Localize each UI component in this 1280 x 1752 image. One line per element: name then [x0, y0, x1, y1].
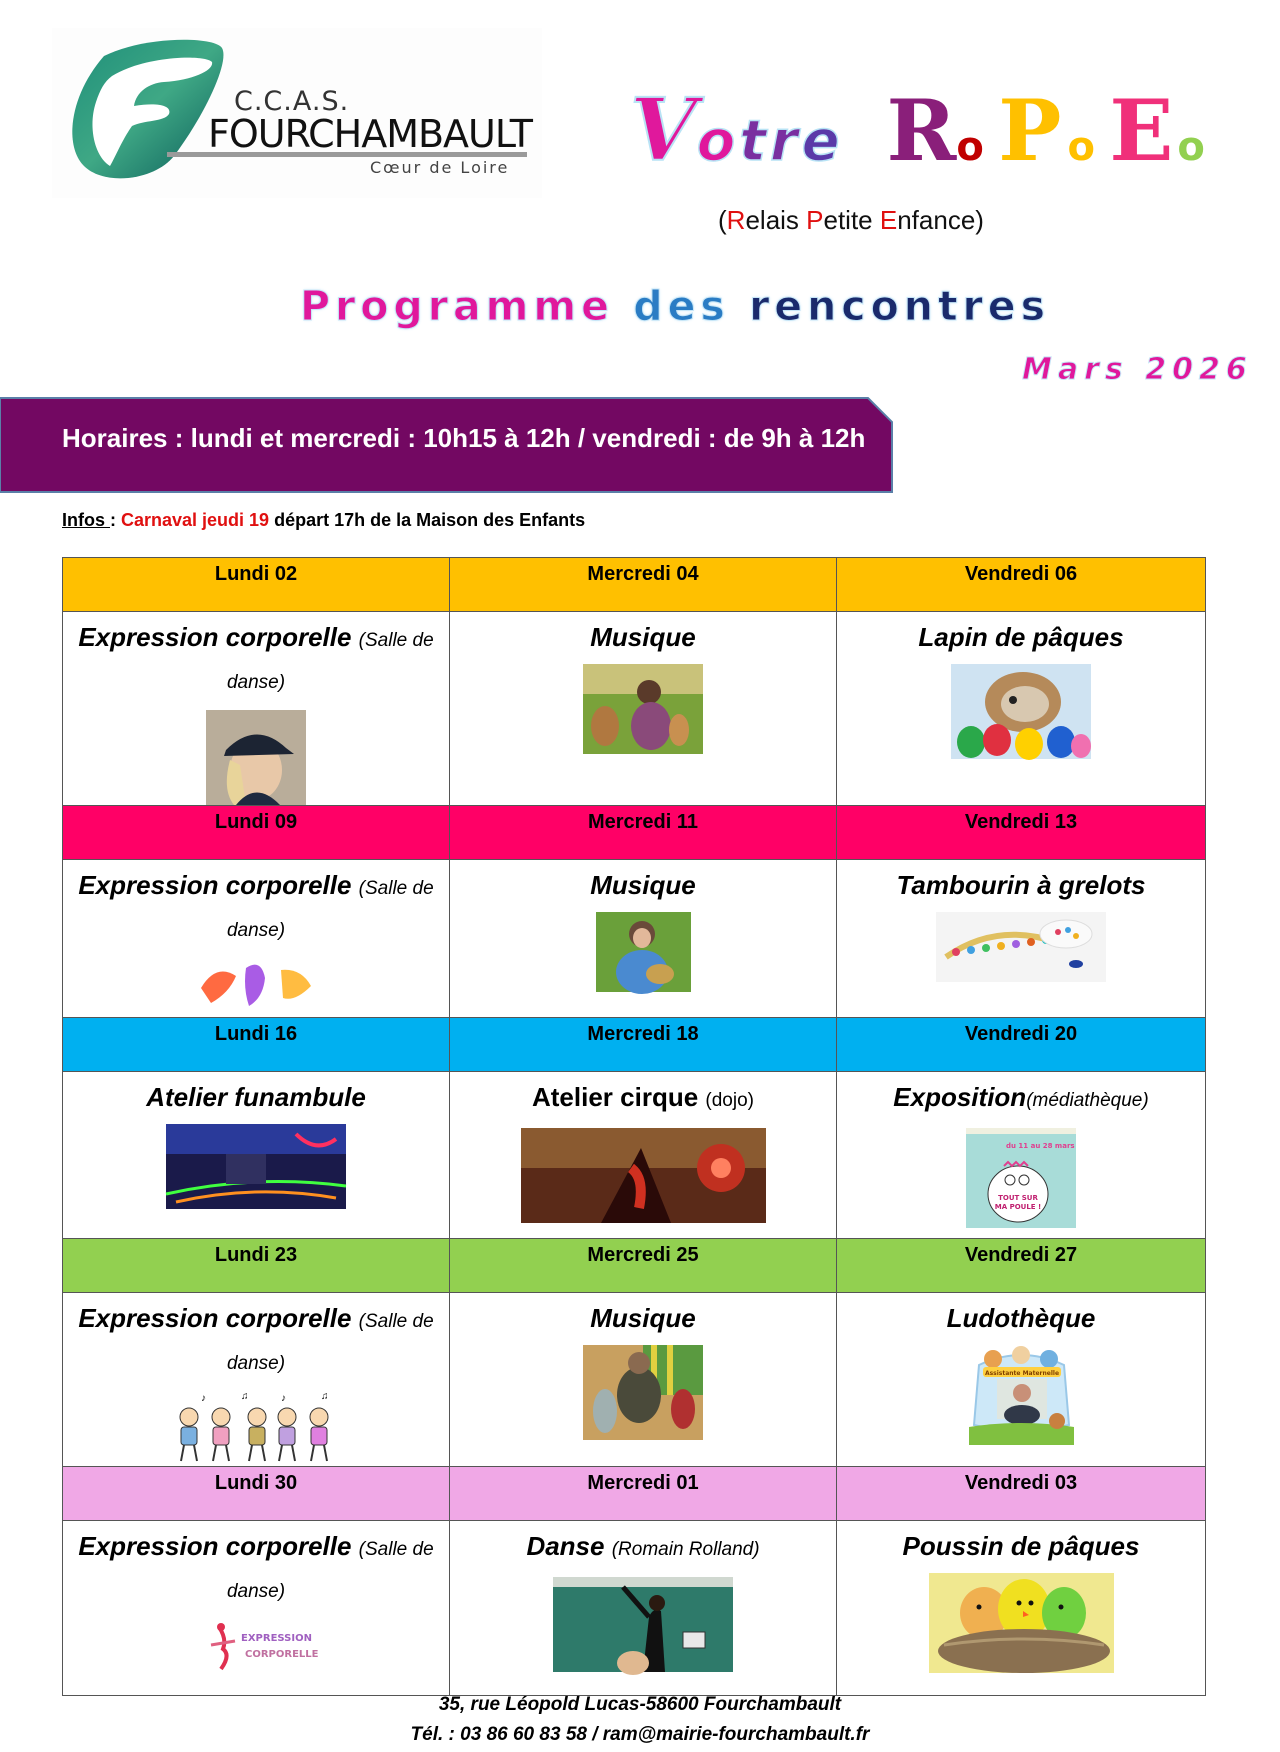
f-logo-icon [64, 36, 234, 186]
activity-name: Atelier cirque [532, 1082, 699, 1112]
activity-title-block [69, 866, 443, 950]
infos-separator: : [110, 510, 121, 530]
activity-cell [63, 860, 450, 1018]
ccas-logo [52, 28, 542, 198]
day-date-cell: Lundi 02 [63, 558, 450, 612]
rpe-subtitle-part: E [879, 205, 898, 235]
activity-cell [63, 1293, 450, 1467]
activity-title-block [843, 1299, 1199, 1337]
rpe-title-v: V [630, 80, 697, 181]
day-date-cell: Mercredi 11 [450, 806, 837, 860]
program-title-word: Programme [300, 282, 614, 330]
activity-name: Musique [590, 622, 696, 652]
childminder-frame-photo [969, 1345, 1074, 1445]
activity-cell [450, 1293, 837, 1467]
activity-title-block [69, 1078, 443, 1116]
activity-title-block [456, 1527, 830, 1569]
colorful-dancers-image [191, 958, 321, 1008]
easter-bunny-eggs-photo [951, 664, 1091, 759]
activity-cell [837, 1293, 1206, 1467]
day-date-cell: Vendredi 20 [837, 1018, 1206, 1072]
activity-title-block [456, 618, 830, 656]
activity-title-block [69, 1299, 443, 1383]
activity-title-block [69, 1527, 443, 1611]
day-date-cell: Vendredi 06 [837, 558, 1206, 612]
activity-cell [63, 612, 450, 806]
week-activity-row [63, 1521, 1206, 1696]
svg-text:Assistante Maternelle: Assistante Maternelle [984, 1370, 1059, 1377]
dancing-kids-drawing [171, 1391, 341, 1466]
banner-hours-text: Horaires : lundi et mercredi : 10h15 à 12h / vendredi : de 9h à 12h [62, 423, 866, 453]
activity-cell [837, 612, 1206, 806]
svg-text:♫: ♫ [241, 1391, 249, 1402]
infos-event: Carnaval jeudi 19 [121, 510, 270, 530]
activity-location-note: (Romain Rolland) [611, 1539, 760, 1560]
day-date-cell: Mercredi 01 [450, 1467, 837, 1521]
dance-class-photo [553, 1577, 733, 1672]
svg-text:EXPRESSION: EXPRESSION [241, 1633, 312, 1644]
activity-location-note: (Salle de danse) [226, 1539, 434, 1602]
svg-text:du 11 au 28 mars: du 11 au 28 mars [1006, 1142, 1075, 1150]
activity-name: Ludothèque [946, 1303, 1096, 1333]
rpe-letter-e: E [1109, 81, 1174, 180]
footer-address: 35, rue Léopold Lucas-58600 Fourchambault [438, 1694, 842, 1715]
activity-title-block [843, 866, 1199, 904]
logo-name: FOURCHAMBAULT [208, 112, 533, 156]
activity-cell [450, 1072, 837, 1239]
activity-name: Musique [590, 1303, 696, 1333]
activity-title-block [456, 1078, 830, 1120]
day-date-cell: Lundi 30 [63, 1467, 450, 1521]
week-header-row [63, 1239, 1206, 1293]
activity-title-block [456, 1299, 830, 1337]
tightrope-neon-photo [166, 1124, 346, 1209]
activity-name: Musique [590, 870, 696, 900]
activity-cell [63, 1521, 450, 1696]
activity-name: Expression corporelle [78, 870, 352, 900]
rpe-dot: o [1067, 124, 1095, 170]
logo-org: C.C.A.S. [234, 86, 350, 117]
footer-contact: Tél. : 03 86 60 83 58 / ram@mairie-fourchambault.fr [410, 1724, 870, 1745]
day-date-cell: Lundi 09 [63, 806, 450, 860]
rpe-title-letter: t [739, 109, 770, 174]
rpe-subtitle-part: nfance) [897, 205, 984, 235]
program-title [300, 282, 1050, 330]
activity-location-note: (Salle de danse) [226, 1311, 434, 1374]
infos-label: Infos [62, 510, 110, 530]
program-title-word: des [633, 282, 730, 330]
expression-corporelle-logo [201, 1619, 319, 1674]
infos-details: départ 17h de la Maison des Enfants [269, 510, 586, 530]
musician-photo [596, 912, 691, 992]
week-activity-row [63, 1072, 1206, 1239]
week-activity-row [63, 1293, 1206, 1467]
activity-name: Expression corporelle [78, 1303, 352, 1333]
rpe-dot: o [956, 124, 984, 170]
rpe-title [630, 80, 1205, 181]
exhibition-poster [966, 1128, 1076, 1238]
day-date-cell: Mercredi 04 [450, 558, 837, 612]
week-activity-row [63, 860, 1206, 1018]
activity-cell [63, 1072, 450, 1239]
program-title-word: rencontres [749, 282, 1050, 330]
musician-guitar-photo [583, 664, 703, 754]
music-with-children-photo [583, 1345, 703, 1440]
rpe-subtitle-part: ( [718, 205, 727, 235]
rpe-title-letter: r [770, 109, 802, 174]
program-month: Mars 2026 [1022, 352, 1253, 387]
day-date-cell: Vendredi 13 [837, 806, 1206, 860]
day-date-cell: Mercredi 25 [450, 1239, 837, 1293]
schedule-banner [0, 397, 893, 494]
activity-name: Danse [526, 1531, 605, 1561]
svg-text:♪: ♪ [281, 1393, 286, 1404]
activity-title-block [69, 618, 443, 702]
activity-cell [837, 1521, 1206, 1696]
rpe-title-otre [697, 109, 844, 174]
rpe-subtitle-part: etite [823, 205, 880, 235]
rpe-title-letter: e [801, 109, 844, 174]
circus-performer-photo [521, 1128, 766, 1223]
rpe-dot: o [1177, 124, 1205, 170]
schedule-table [62, 557, 1206, 1696]
logo-tagline: Cœur de Loire [370, 158, 510, 177]
activity-title-block [843, 1078, 1199, 1120]
svg-text:♫: ♫ [321, 1391, 329, 1402]
day-date-cell: Lundi 16 [63, 1018, 450, 1072]
activity-location-note: (dojo) [705, 1090, 754, 1111]
activity-name: Expression corporelle [78, 622, 352, 652]
activity-cell [837, 860, 1206, 1018]
rpe-subtitle-part: elais [745, 205, 807, 235]
day-date-cell: Lundi 23 [63, 1239, 450, 1293]
tambourine-bells-photo [936, 912, 1106, 982]
week-header-row [63, 1018, 1206, 1072]
activity-cell [450, 1521, 837, 1696]
activity-name: Poussin de pâques [902, 1531, 1140, 1561]
rpe-letter-p: P [998, 81, 1062, 180]
activity-name: Tambourin à grelots [896, 870, 1146, 900]
svg-text:TOUT SUR: TOUT SUR [998, 1194, 1038, 1202]
day-date-cell: Vendredi 27 [837, 1239, 1206, 1293]
week-header-row [63, 558, 1206, 612]
activity-name: Atelier funambule [146, 1082, 366, 1112]
infos-line [62, 510, 585, 531]
activity-title-block [456, 866, 830, 904]
easter-chicks-nest-photo [929, 1573, 1114, 1673]
activity-cell [837, 1072, 1206, 1239]
week-header-row [63, 806, 1206, 860]
svg-text:CORPORELLE: CORPORELLE [245, 1649, 319, 1660]
activity-location-note: (Salle de danse) [226, 878, 434, 941]
day-date-cell: Mercredi 18 [450, 1018, 837, 1072]
activity-name: Expression corporelle [78, 1531, 352, 1561]
rpe-subtitle [718, 205, 984, 236]
activity-name: Exposition [893, 1082, 1027, 1112]
activity-cell [450, 860, 837, 1018]
rpe-subtitle-part: P [806, 205, 824, 235]
dance-instructor-photo [206, 710, 306, 805]
svg-text:♪: ♪ [201, 1393, 206, 1404]
activity-title-block [843, 1527, 1199, 1565]
rpe-subtitle-part: R [726, 205, 746, 235]
svg-text:MA POULE !: MA POULE ! [994, 1203, 1042, 1211]
activity-name: Lapin de pâques [918, 622, 1124, 652]
activity-title-block [843, 618, 1199, 656]
week-header-row [63, 1467, 1206, 1521]
day-date-cell: Vendredi 03 [837, 1467, 1206, 1521]
rpe-letter-r: R [886, 81, 957, 180]
activity-location-note: (Salle de danse) [226, 630, 434, 693]
week-activity-row [63, 612, 1206, 806]
activity-cell [450, 612, 837, 806]
activity-location-note: (médiathèque) [1026, 1090, 1149, 1111]
rpe-title-letter: o [696, 109, 740, 174]
